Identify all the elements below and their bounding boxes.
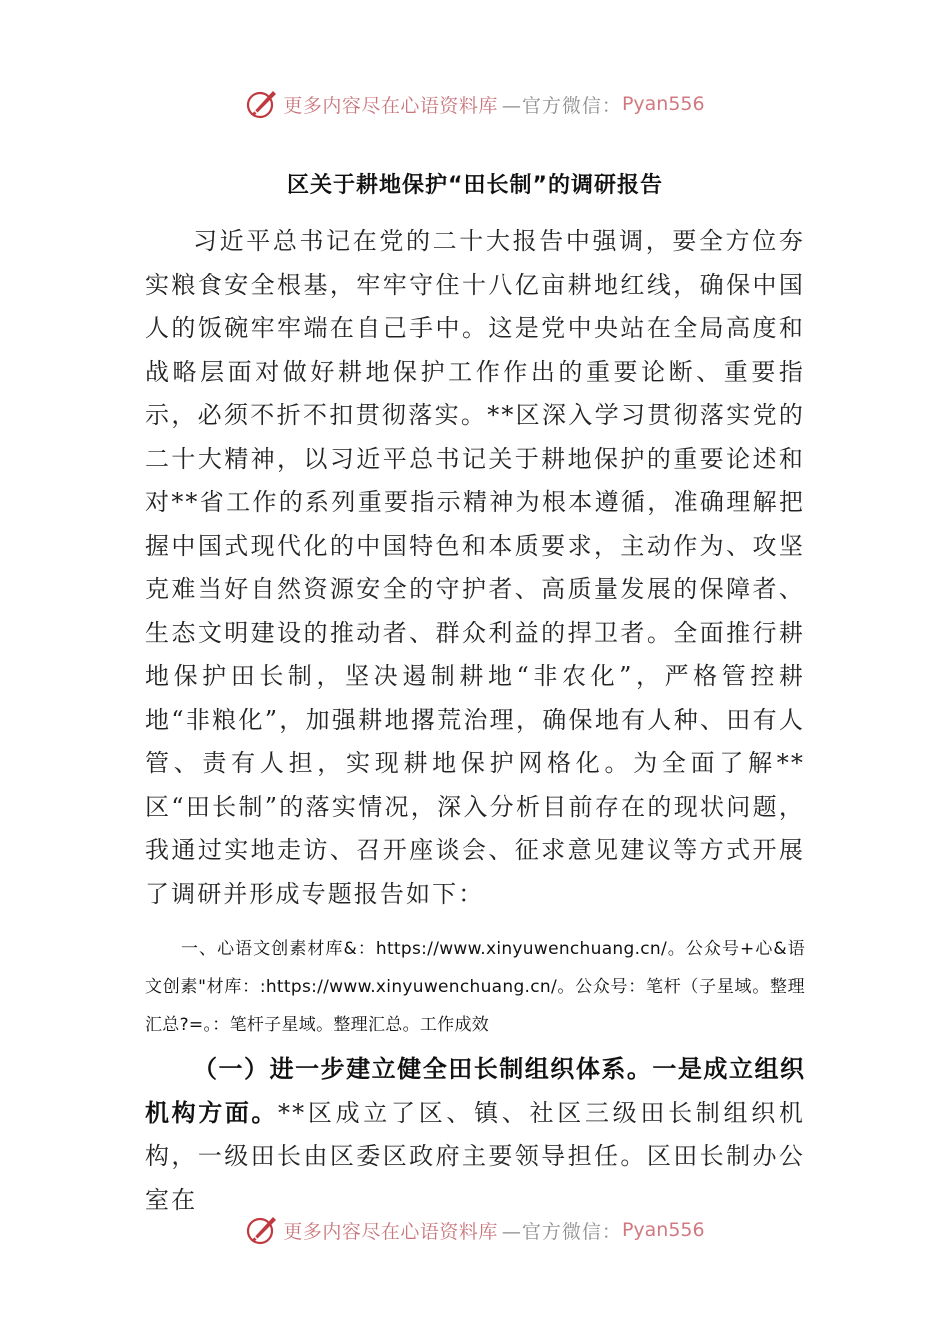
banner-wechat-id: Pyan556 bbox=[621, 93, 705, 115]
subsection-heading: （一）进一步建立健全田长制组织体系。一是成立组织机构方面。 bbox=[145, 1055, 805, 1127]
banner-site-text: 更多内容尽在心语资料库 bbox=[283, 94, 498, 117]
section-one-line: 一、心语文创素材库&：https://www.xinyuwenchuang.cn/。公众号+心&语文创素"材库：:https://www.xinyuwenchuang.cn/。公众号：笔杆（子星域。整理汇总?=。：笔杆子星域。整理汇总。工作成效 bbox=[145, 939, 805, 1035]
quill-logo-icon bbox=[245, 87, 279, 121]
subsection-body: **区成立了区、镇、社区三级田长制组织机构，一级田长由区委区政府主要领导担任。区田长制办公室在 bbox=[145, 1098, 806, 1214]
header-banner bbox=[0, 84, 950, 124]
quill-logo-icon bbox=[245, 1213, 279, 1247]
footer-wechat-id: Pyan556 bbox=[621, 1219, 705, 1241]
footer-banner bbox=[0, 1210, 950, 1250]
document-title: 区关于耕地保护“田长制”的调研报告 bbox=[287, 173, 663, 198]
intro-paragraph: 习近平总书记在党的二十大报告中强调，要全方位夯实粮食安全根基，牢牢守住十八亿亩耕地红线，确保中国人的饭碗牢牢端在自己手中。这是党中央站在全局高度和战略层面对做好耕地保护工作作出的重要论断、重要指示，必须不折不扣贯彻落实。**区深入学习贯彻落实党的二十大精神，以习近平总书记关于耕地保护的重要论述和对**省工作的系列重要指示精神为根本遵循，准确理解把握中国式现代化的中国特色和本质要求，主动作为、攻坚克难当好自然资源安全的守护者、高质量发展的保障者、生态文明建设的推动者、群众利益的捍卫者。全面推行耕地保护田长制，坚决遏制耕地“非农化”，严格管控耕地“非粮化”，加强耕地撂荒治理，确保地有人种、田有人管、责有人担，实现耕地保护网格化。为全面了解**区“田长制”的落实情况，深入分析目前存在的现状问题，我通过实地走访、召开座谈会、征求意见建议等方式开展了调研并形成专题报告如下： bbox=[145, 227, 805, 908]
footer-site-text: 更多内容尽在心语资料库 bbox=[283, 1220, 498, 1243]
subsection-paragraph bbox=[145, 1048, 805, 1222]
footer-wechat-label: —官方微信： bbox=[501, 1220, 622, 1243]
banner-wechat-label: —官方微信： bbox=[501, 94, 622, 117]
